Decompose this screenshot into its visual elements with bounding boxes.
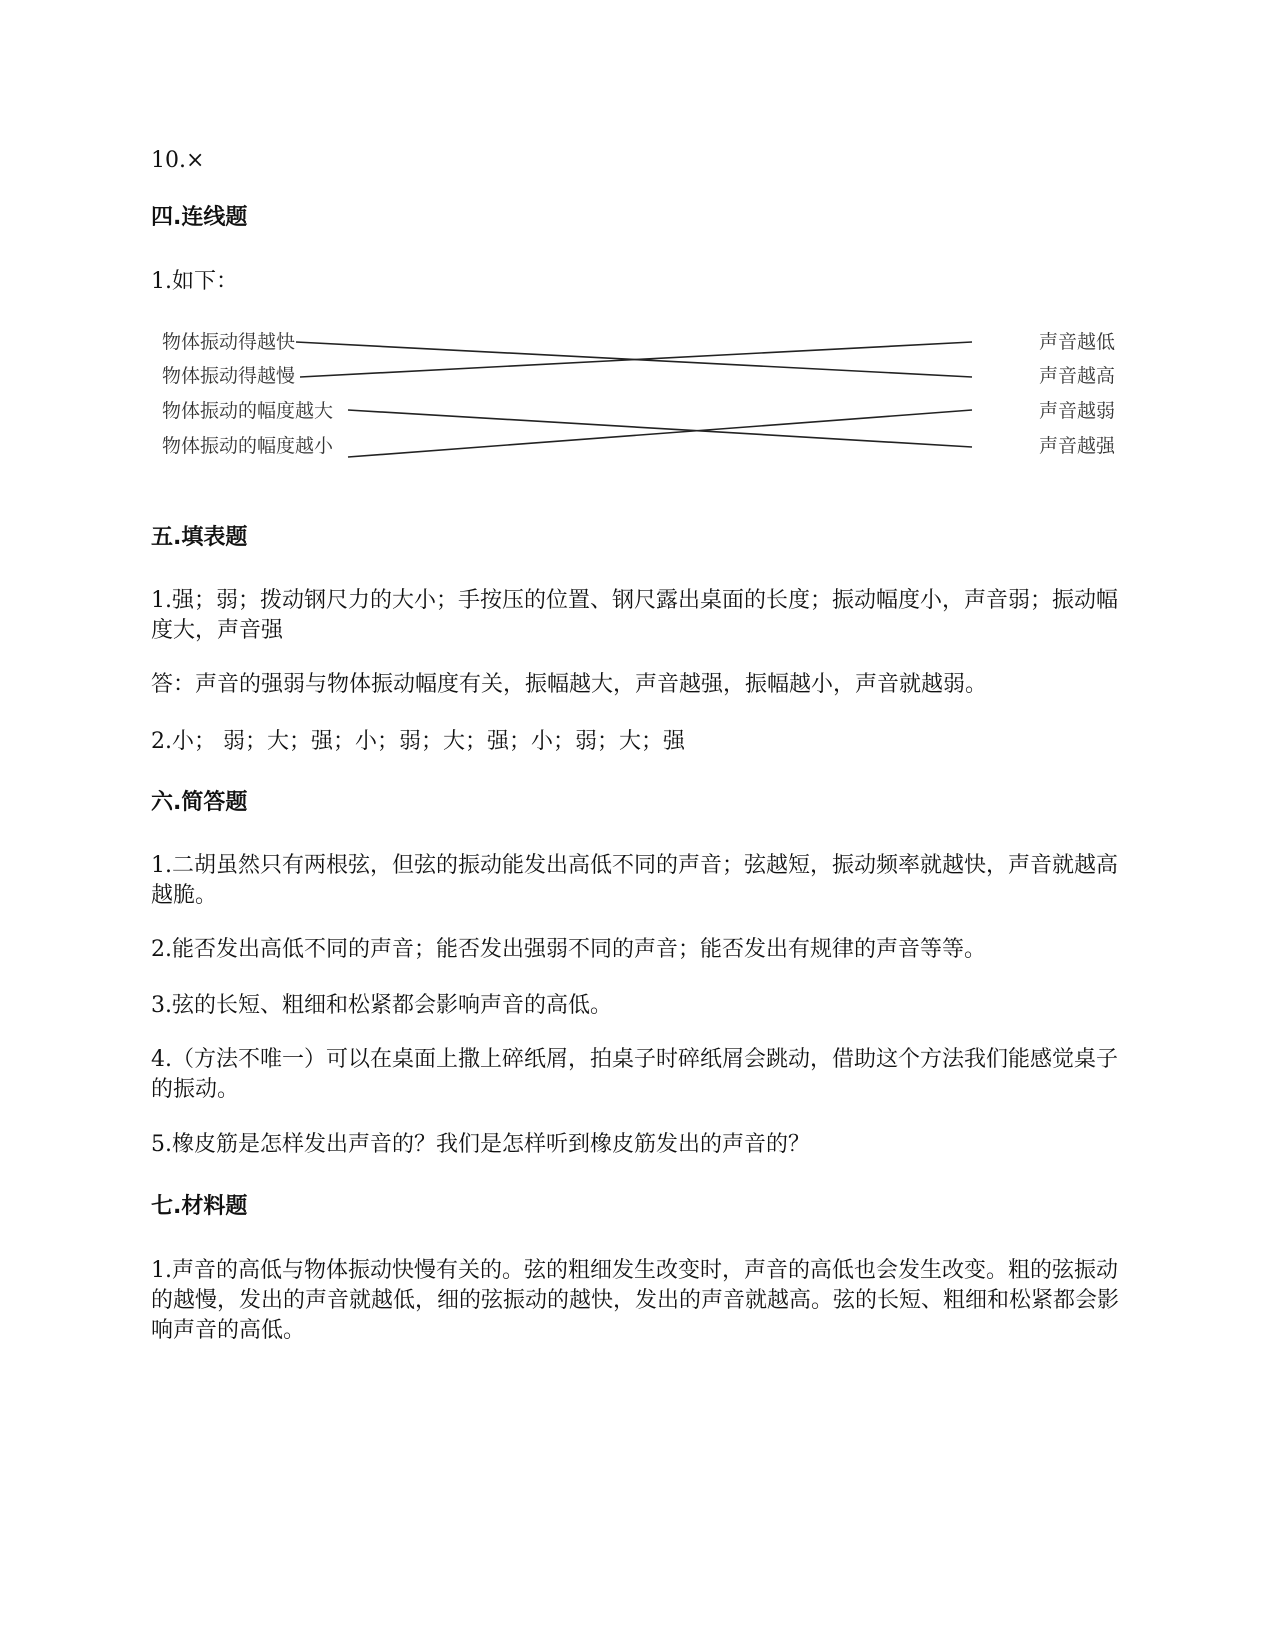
section-6-question-1: 1.二胡虽然只有两根弦，但弦的振动能发出高低不同的声音；弦越短，振动频率就越快，声音就越高越脆。 [151,853,1118,908]
section-6-question-2: 2.能否发出高低不同的声音；能否发出强弱不同的声音；能否发出有规律的声音等等。 [151,937,986,962]
match-line-small-to-weak [348,410,972,457]
left-item-3: 物体振动的幅度越大 [162,400,334,422]
section-6-heading: 六.简答题 [151,790,248,815]
match-line-large-to-strong [348,410,972,447]
left-item-2: 物体振动得越慢 [162,365,296,387]
right-item-3: 声音越弱 [1038,400,1115,422]
section-7-heading: 七.材料题 [151,1194,248,1219]
answer-item-10: 10.× [151,148,205,173]
section-5-question-2: 2.小； 弱；大；强；小；弱；大；强；小；弱；大；强 [151,729,685,754]
section-5-heading: 五.填表题 [151,525,248,550]
section-5-answer: 答：声音的强弱与物体振动幅度有关，振幅越大，声音越强，振幅越小，声音就越弱。 [151,672,988,697]
matching-diagram [150,330,1115,490]
section-6-question-3: 3.弦的长短、粗细和松紧都会影响声音的高低。 [151,993,612,1018]
right-item-1: 声音越低 [1038,331,1115,353]
section-4-heading: 四.连线题 [151,205,248,230]
matching-lines [150,330,1115,490]
right-item-2: 声音越高 [1038,365,1115,387]
left-item-1: 物体振动得越快 [162,331,296,353]
right-item-4: 声音越强 [1038,435,1115,457]
section-5-question-1: 1.强；弱；拨动钢尺力的大小；手按压的位置、钢尺露出桌面的长度；振动幅度小，声音弱；振动幅度大，声音强 [151,588,1118,643]
section-4-question-1: 1.如下： [151,269,238,294]
section-7-question-1: 1.声音的高低与物体振动快慢有关的。弦的粗细发生改变时，声音的高低也会发生改变。粗的弦振动的越慢，发出的声音就越低，细的弦振动的越快，发出的声音就越高。弦的长短、粗细和松紧都会影响声音的高低。 [151,1258,1120,1343]
left-item-4: 物体振动的幅度越小 [162,435,334,457]
section-6-question-5: 5.橡皮筋是怎样发出声音的？我们是怎样听到橡皮筋发出的声音的？ [151,1132,810,1157]
section-6-question-4: 4.（方法不唯一）可以在桌面上撒上碎纸屑，拍桌子时碎纸屑会跳动，借助这个方法我们能感觉桌子的振动。 [151,1047,1118,1102]
